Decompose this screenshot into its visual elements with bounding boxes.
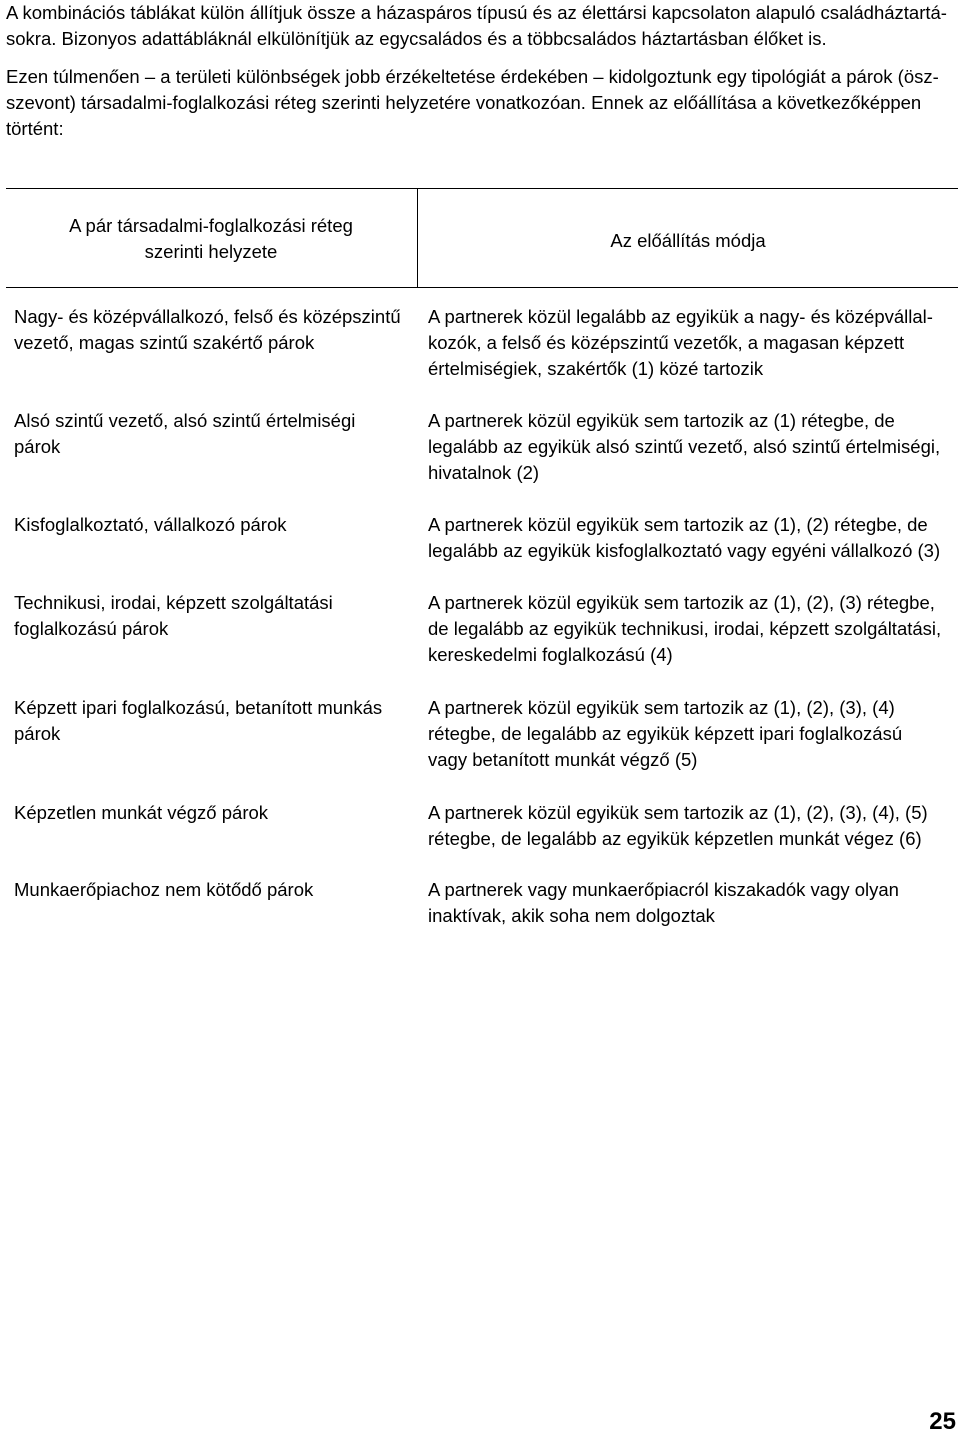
header-text-line: A pár társadalmi-foglalkozási réteg [69,215,353,236]
cell-text-line: Képzett ipari foglalkozású, betanított munkás [14,697,383,718]
text-line: Ezen túlmenően – a területi különbségek jobb érzékeltetése érdekében – kidolgoztunk egy tipológiát a párok (ösz- [6,66,939,87]
cell-text-line: A partnerek közül egyikük sem tartozik az (1), (2), (3), (4), (5) [428,802,928,823]
cell-text-line: vezető, magas szintű szakértő párok [14,332,315,353]
cell-text-line: vagy betanított munkát végző (5) [428,749,698,770]
cell-text-line: Munkaerőpiachoz nem kötődő párok [14,879,314,900]
row-method-cell [428,590,958,668]
text-line: szevont) társadalmi-foglalkozási réteg szerinti helyzetére vonatkozóan. Ennek az előállítása a következőképpen [6,92,922,113]
table-top-rule [6,188,958,189]
cell-text-line: rétegbe, de legalább az egyikük képzett ipari foglalkozású [428,723,903,744]
cell-text-line: inaktívak, akik soha nem dolgoztak [428,905,715,926]
row-category-cell [14,590,414,642]
text-line: sokra. Bizonyos adattábláknál elkülönítjük az egycsaládos és a többcsaládos háztartásban élőket is. [6,28,827,49]
cell-text-line: Képzetlen munkát végző párok [14,802,269,823]
intro-paragraph-1 [6,0,956,52]
row-method-cell [428,304,958,382]
cell-text-line: rétegbe, de legalább az egyikük képzetlen munkát végez (6) [428,828,922,849]
cell-text-line: Kisfoglalkoztató, vállalkozó párok [14,514,287,535]
cell-text-line: legalább az egyikük kisfoglalkoztató vagy egyéni vállalkozó (3) [428,540,941,561]
text-line: történt: [6,118,64,139]
cell-text-line: A partnerek közül egyikük sem tartozik az (1), (2) rétegbe, de [428,514,928,535]
cell-text-line: foglalkozású párok [14,618,169,639]
row-category-cell [14,512,414,538]
row-method-cell [428,408,958,486]
page-number: 25 [929,1408,956,1435]
cell-text-line: A partnerek közül egyikük sem tartozik az (1), (2), (3) rétegbe, [428,592,935,613]
row-method-cell [428,800,958,852]
cell-text-line: értelmiségiek, szakértők (1) közé tartozik [428,358,764,379]
cell-text-line: párok [14,723,61,744]
cell-text-line: A partnerek közül egyikük sem tartozik az (1) rétegbe, de [428,410,895,431]
cell-text-line: Technikusi, irodai, képzett szolgáltatási [14,592,333,613]
row-method-cell [428,695,958,773]
table-header-left [6,213,416,265]
table-header-right [418,228,958,254]
cell-text-line: Alsó szintű vezető, alsó szintű értelmiségi [14,410,356,431]
cell-text-line: legalább az egyikük alsó szintű vezető, alsó szintű értelmiségi, [428,436,941,457]
cell-text-line: Nagy- és középvállalkozó, felső és középszintű [14,306,401,327]
row-category-cell [14,304,414,356]
cell-text-line: hivatalnok (2) [428,462,540,483]
row-category-cell [14,408,414,460]
row-category-cell [14,695,414,747]
row-method-cell [428,877,958,929]
header-text-line: Az előállítás módja [610,230,766,251]
text-line: A kombinációs táblákat külön állítjuk össze a házaspáros típusú és az élettársi kapcsolaton alapuló családháztartá- [6,2,947,23]
cell-text-line: A partnerek vagy munkaerőpiacról kiszakadók vagy olyan [428,879,899,900]
cell-text-line: kozók, a felső és középszintű vezetők, a magasan képzett [428,332,905,353]
cell-text-line: A partnerek közül egyikük sem tartozik az (1), (2), (3), (4) [428,697,895,718]
row-method-cell [428,512,958,564]
table-header-rule [6,287,958,288]
cell-text-line: párok [14,436,61,457]
intro-paragraph-2 [6,64,956,142]
row-category-cell [14,800,414,826]
row-category-cell [14,877,414,903]
cell-text-line: kereskedelmi foglalkozású (4) [428,644,673,665]
cell-text-line: A partnerek közül legalább az egyikük a nagy- és középvállal- [428,306,933,327]
cell-text-line: de legalább az egyikük technikusi, irodai, képzett szolgáltatási, [428,618,942,639]
header-text-line: szerinti helyzete [144,241,278,262]
